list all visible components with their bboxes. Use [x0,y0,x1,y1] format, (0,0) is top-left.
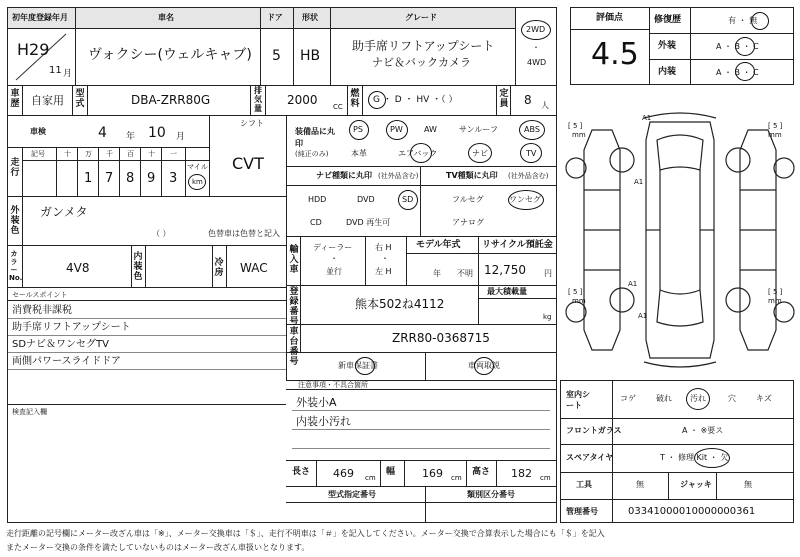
unit-2: 千 [106,150,113,158]
unit-1: 万 [85,150,92,158]
tv-type-title: TV種類に丸印 [446,171,498,180]
max-load-label: 最大積載量 [487,287,527,296]
max-load-unit: kg [543,313,552,321]
chassis-label: 車台番号 [289,327,299,367]
equip-tv: TV [526,149,537,158]
windshield-options: A ・ ※要ス [682,426,724,435]
inspection-month-unit: 月 [176,132,186,142]
footer-line-1: 走行距離の記号欄にメーター改ざん車は「※」、メーター交換車は「＄」、走行不明車は「＃」を記入してください。メーター交換で合算表示した場合にも「＄」を記入 [6,529,605,538]
capacity-label: 定員 [499,89,509,109]
car-diagram [562,100,798,380]
fuel-label: 燃料 [350,89,360,109]
unit-3: 百 [127,150,134,158]
recycle-label: リサイクル預託金 [482,240,553,250]
tools-label: 工具 [576,480,592,489]
navi-type-title: ナビ種類に丸印 [316,171,372,180]
registration-value: 熊本502ね4112 [355,297,445,311]
displacement: 2000 [287,93,318,107]
digit-3: 8 [126,171,135,186]
bracket-rr: [ 5 ] [768,288,783,296]
exterior-label: 外装 [658,41,677,51]
inspection-month: 10 [148,125,166,141]
shift-label: シフト [240,119,264,128]
tools-value: 無 [636,480,644,489]
repair-label: 修復歴 [654,15,682,25]
sales-points-label: セールスポイント [12,291,68,299]
import-dealer: ディーラー [313,243,353,252]
navi-sd: SD [402,195,414,204]
a1-mark-3: A1 [638,312,648,320]
mileage-label: 走行 [10,158,20,178]
equipment-label: 装備品に丸印 [295,127,335,148]
cabin-sheet-label: 室内シート [566,390,590,410]
designation-label-1: 型式指定番号 [328,490,376,499]
a1-mark-2: A1 [628,280,638,288]
note-line-0: 外装小A [296,396,337,409]
width-label: 幅 [386,467,396,477]
color-no-label: カラーNo. [9,250,23,282]
length-label: 長さ [292,467,311,477]
equip-airbag: エアバック [398,149,438,158]
car-name-label: 車名 [158,13,174,22]
mm-rl: mm [572,297,586,305]
width-unit: cm [451,474,462,482]
equipment-sublabel: (純正のみ) [295,150,329,158]
import-parallel: 並行 [326,267,342,276]
cabin-yogore: 汚れ [690,394,706,403]
unit-mile: マイル [187,163,208,171]
drive-2wd: 2WD [526,25,546,34]
usage-label: 車歴 [10,89,20,109]
cabin-koge: コゲ [620,394,636,403]
color-label: 外装色 [10,206,20,236]
import-dot-2: ・ [381,254,389,263]
digit-1: 1 [84,171,93,186]
model-code: DBA-ZRR80G [131,93,211,107]
tv-type-note: (社外品含む) [508,172,549,180]
grade-label: グレード [405,13,437,22]
fuel-options: G ・ D ・ HV ・（ ） [373,95,458,105]
header-label-row [8,8,515,28]
tv-fullseg: フルセグ [452,195,484,204]
equip-navi: ナビ [472,149,488,158]
navi-hdd: HDD [308,195,327,204]
shape-label: 形状 [302,13,318,22]
shift-value: CVT [232,154,264,173]
usage: 自家用 [31,94,64,107]
displacement-label: 排気量 [254,86,262,113]
repair-options: 有 ・ 無 [728,16,758,25]
height-unit: cm [540,474,551,482]
color-note: 色替車は色替と記入 [208,229,280,238]
color-note-paren: （ ） [152,229,171,238]
cabin-yabure: 破れ [656,394,672,403]
door-count: 5 [272,48,281,64]
spare-tire-label: スペアタイヤ [566,453,614,462]
sales-point-1: 助手席リフトアップシート [12,322,131,333]
equip-abs: ABS [524,125,540,134]
import-label: 輸入車 [289,245,299,275]
capacity-unit: 人 [541,101,549,110]
drive-4wd: 4WD [527,58,547,67]
ac-value: WAC [240,261,268,275]
a1-mark-0: A1 [642,114,652,122]
equip-sunroof: サンルーフ [459,125,498,134]
color-value: ガンメタ [40,205,88,219]
doc-manual: 車両取説 [468,361,500,370]
equip-pw: PW [390,125,403,134]
cabin-kizu: キズ [756,394,772,403]
navi-dvd-play: DVD 再生可 [346,218,391,227]
sales-point-3: 両側パワースライドドア [12,356,121,367]
tv-oneseg: ワンセグ [509,195,541,204]
sales-point-2: SDナビ＆ワンセグTV [12,339,109,350]
door-label: ドア [267,13,283,22]
height-value: 182 [511,467,532,480]
grade-line-1: 助手席リフトアップシート [352,39,495,53]
displacement-unit: CC [333,103,343,111]
digit-5: 3 [169,171,178,186]
navi-type-note: (社外品含む) [378,172,419,180]
import-right: 右 H [375,243,392,252]
first-reg-month-unit: 月 [63,69,73,79]
body-shape: HB [300,48,321,64]
interior-label: 内装 [658,67,677,77]
tv-analog: アナログ [452,218,484,227]
grade-line-2: ナビ＆バックカメラ [372,56,471,69]
first-reg-year: H29 [17,40,50,59]
car-name: ヴォクシー(ウェルキャブ) [88,47,252,63]
bracket-fl: [ 5 ] [568,122,583,130]
management-value: 03341000010000000361 [628,506,756,517]
unit-5: 一 [170,150,177,158]
mm-fl: mm [572,131,586,139]
color-no: 4V8 [66,261,90,275]
inspection-label: 車検 [30,127,46,136]
unit-0: 十 [64,150,71,158]
interior-color-label: 内装色 [133,252,143,282]
first-reg-label: 初年度登録年月 [12,13,68,22]
bracket-rl: [ 5 ] [568,288,583,296]
inspection-year-unit: 年 [126,132,136,142]
mm-fr: mm [768,131,782,139]
model-year-label: モデル年式 [416,240,461,250]
model-year-unit: 年 [433,269,441,278]
note-line-1: 内装小汚れ [296,415,351,428]
mileage-mark-label: 記号 [31,150,45,158]
inspection-year: 4 [98,125,107,141]
footer-line-2: またメーター交換の条件を満たしていないものはメーター改ざん車扱いとなります。 [6,543,310,552]
ac-label: 冷房 [214,258,224,278]
jack-value: 無 [744,480,752,489]
sales-point-0: 消費税非課税 [12,305,72,316]
mm-rr: mm [768,297,782,305]
width-value: 169 [422,467,443,480]
cabin-ana: 穴 [728,394,736,403]
import-left: 左 H [375,267,392,276]
exterior-options: A ・ B ・ C [716,42,759,51]
interior-options: A ・ B ・ C [716,68,759,77]
chassis-value: ZRR80-0368715 [392,331,490,345]
length-unit: cm [365,474,376,482]
digit-4: 9 [147,171,156,186]
import-dot: ・ [330,254,338,263]
notes-label: 注意事項・不具合箇所 [298,381,368,389]
height-label: 高さ [472,467,491,477]
navi-dvd: DVD [357,195,375,204]
equip-aw: AW [424,125,437,134]
management-label: 管理番号 [566,507,598,516]
jack-label: ジャッキ [680,480,712,489]
recycle-unit: 円 [544,269,552,278]
registration-label: 登録番号 [289,287,299,327]
drive-sep: ・ [532,43,540,52]
model-label: 型式 [75,89,85,109]
score-label: 評価点 [596,13,624,23]
length-value: 469 [333,467,354,480]
windshield-label: フロントガラス [566,426,622,435]
spare-tire-options: T ・ 修理 Kit ・ 欠 [660,453,729,462]
score-value: 4.5 [591,37,639,72]
navi-cd: CD [310,218,322,227]
doc-warranty: 新車保証書 [338,361,378,370]
designation-label-2: 類別区分番号 [467,490,515,499]
inspector-label: 検査記入欄 [12,408,47,416]
capacity: 8 [524,93,532,107]
unit-4: 十 [148,150,155,158]
equip-ps: PS [353,125,363,134]
first-reg-month: 11 [49,65,62,76]
digit-2: 7 [105,171,114,186]
recycle-value: 12,750 [484,263,526,277]
bracket-fr: [ 5 ] [768,122,783,130]
a1-mark-1: A1 [634,178,644,186]
model-year-unknown: 不明 [457,269,473,278]
unit-km: km [192,178,203,186]
equip-leather: 本革 [351,149,367,158]
